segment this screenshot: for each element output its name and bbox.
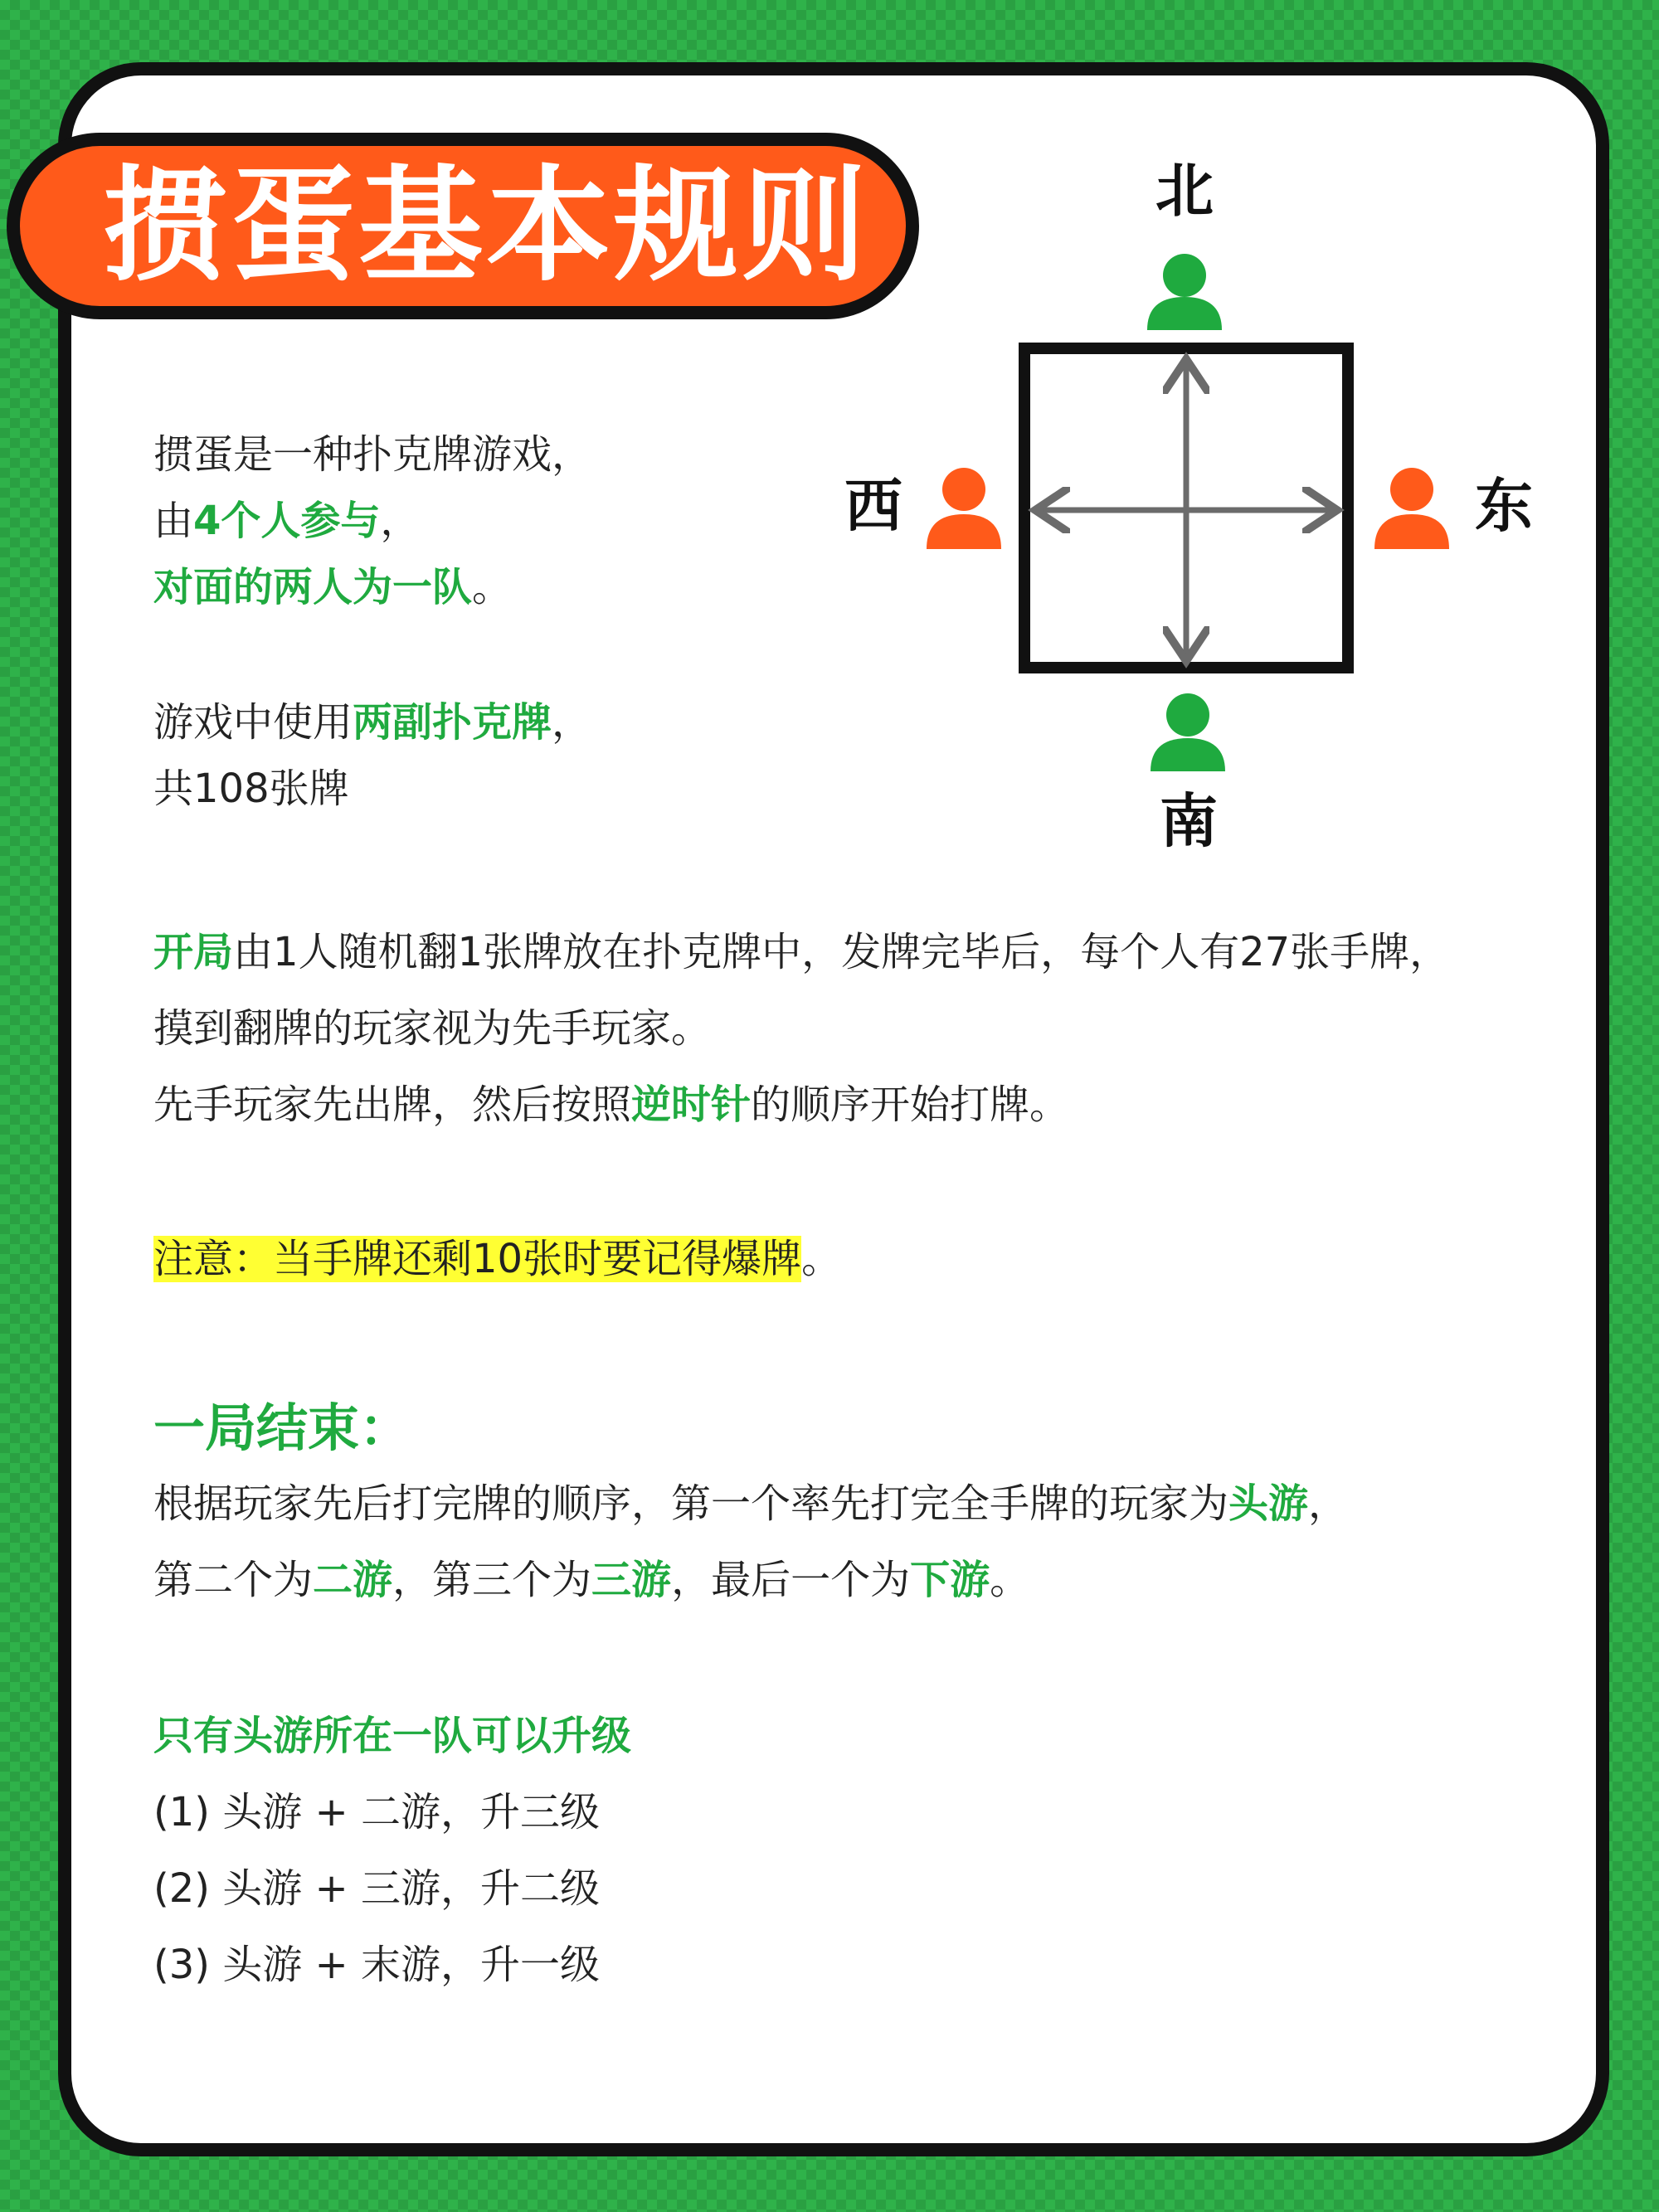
end-heading: 一局结束： (153, 1398, 411, 1458)
note-line: 注意：当手牌还剩10张时要记得爆牌。 (153, 1236, 842, 1282)
east-player-icon (1374, 468, 1449, 549)
west-player-icon (927, 468, 1001, 549)
upgrade-item-2: (2) 头游 + 三游，升二级 (153, 1865, 600, 1912)
north-player-icon (1147, 254, 1222, 330)
end-line-1: 根据玩家先后打完牌的顺序，第一个率先打完全手牌的玩家为头游， (153, 1480, 1349, 1527)
upgrade-heading: 只有头游所在一队可以升级 (153, 1713, 632, 1759)
title-banner (7, 133, 919, 319)
end-line-2: 第二个为二游，第三个为三游，最后一个为下游。 (153, 1557, 1030, 1603)
page-title: 掼蛋基本规则 (103, 153, 870, 299)
start-line-3: 先手玩家先出牌，然后按照逆时针的顺序开始打牌。 (153, 1082, 1070, 1128)
intro-line-3: 对面的两人为一队。 (153, 564, 513, 610)
direction-north: 北 (1155, 157, 1214, 225)
upgrade-item-3: (3) 头游 + 末游，升一级 (153, 1942, 600, 1988)
intro-line-5: 共108张牌 (153, 766, 349, 812)
direction-west: 西 (844, 472, 902, 540)
intro-line-4: 游戏中使用两副扑克牌， (153, 699, 592, 746)
start-line-2: 摸到翻牌的玩家视为先手玩家。 (153, 1005, 712, 1052)
intro-line-1: 掼蛋是一种扑克牌游戏， (153, 431, 592, 478)
direction-east: 东 (1475, 472, 1533, 540)
start-line-1: 开局由1人随机翻1张牌放在扑克牌中，发牌完毕后，每个人有27张手牌， (153, 929, 1450, 975)
intro-line-2: 由4个人参与， (153, 498, 421, 544)
direction-south: 南 (1160, 787, 1218, 855)
south-player-icon (1151, 693, 1225, 771)
upgrade-item-1: (1) 头游 + 二游，升三级 (153, 1789, 600, 1835)
seating-diagram (830, 224, 1576, 871)
